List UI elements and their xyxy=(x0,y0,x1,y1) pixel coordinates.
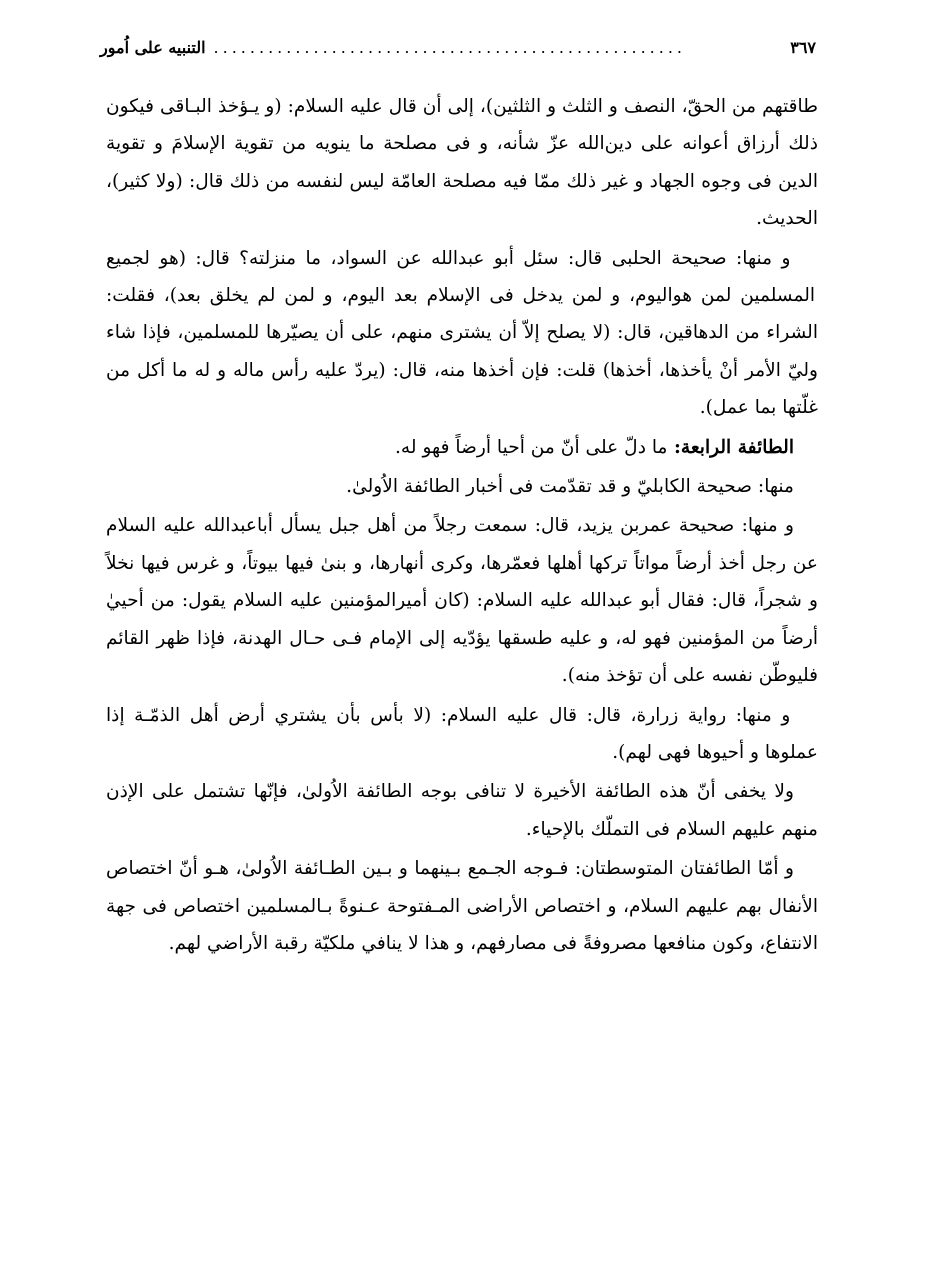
text-line: شاء وليّ الأمر أنْ يأخذها، أخذها) قلت: فإن أخذها منه، قال: (يردّ عليه رأس ماله و له ما xyxy=(106,322,819,381)
text-line: الإذن منهم عليهم السلام فى التملّك بالإحياء. xyxy=(106,781,818,840)
text-line: قال: (ولا كثير)، الحديث. xyxy=(106,170,818,230)
paragraph-3 xyxy=(106,429,818,466)
text-line: ما دلّ على أنّ من أحيا أرضاً فهو له. xyxy=(394,436,668,458)
page-number: ٣٦٧ xyxy=(790,38,816,57)
text-line: و أمّا الطائفتان المتوسطتان: فـوجه الجـمع بـينهما و بـين الطـائفة الاُولىٰ، هـو أنّ xyxy=(172,858,794,880)
text-line: منها: صحيحة الكابليّ و قد تقدّمت فى أخبار الطائفة الاُولىٰ. xyxy=(346,476,794,498)
paragraph-2 xyxy=(106,240,818,427)
body-text xyxy=(106,88,818,964)
text-line: رقبة الأراضي لهم. xyxy=(168,932,308,954)
text-line: و تقوية الدين فى وجوه الجهاد و غير ذلك ممّا فيه مصلحة العامّة ليس لنفسه من ذلك xyxy=(106,133,819,192)
text-line: أكل من غلّتها بما عمل). xyxy=(106,359,818,419)
paragraph-8 xyxy=(106,850,818,962)
text-line: الشراء من الدهاقين، قال: (لا يصلح إلاّ أن يشترى منهم، على أن يصيّرها للمسلمين، فإذا xyxy=(136,322,818,344)
text-line: السلام عن رجل أخذ أرضاً مواتاً تركها أهلها فعمّرها، وكرى أنهارها، و بنىٰ فيها بيوتاً، و xyxy=(106,515,819,574)
header-leader-dots: .................................................... xyxy=(213,38,687,57)
text-line: طاقتهم من الحقّ، النصف و الثلث و الثلثين)، إلى أن قال عليه السلام: (و يـؤخذ البـاقى xyxy=(154,96,818,117)
running-header xyxy=(100,38,816,68)
paragraph-4 xyxy=(106,468,818,505)
text-line: و منها: صحيحة الحلبى قال: سئل أبو عبدالله عن السواد، ما منزلته؟ قال: (هو لجميع xyxy=(106,247,791,269)
paragraph-6 xyxy=(106,697,818,772)
paragraph-5 xyxy=(106,507,818,694)
header-title: التنبيه على اُمور xyxy=(100,38,206,57)
section-heading: الطائفة الرابعة: xyxy=(667,436,794,458)
text-line: ولا يخفى أنّ هذه الطائفة الأخيرة لا تنافى بوجه الطائفة الاُولىٰ، فإنّها تشتمل على xyxy=(143,781,794,803)
paragraph-7 xyxy=(106,773,818,848)
paragraph-1 xyxy=(106,88,818,238)
text-line: الهدنة، فإذا ظهر القائم فليوطّن نفسه على أن تؤخذ منه). xyxy=(106,627,818,687)
text-line: فيكون ذلك أرزاق أعوانه على دين‌الله عزّ شأنه، و فى مصلحة ما ينويه من تقوية الإسلامَ xyxy=(106,96,818,155)
text-line: غرس فيها نخلاً و شجراً، قال: فقال أبو عبدالله عليه السلام: (كان أميرالمؤمنين عليه السلام xyxy=(106,552,818,612)
text-line: عملوها و أحيوها فهى لهم). xyxy=(612,741,818,763)
text-line: اختصاص الأنفال بهم عليهم السلام، و اختصاص الأراضى المـفتوحة عـنوةً بـالمسلمين xyxy=(106,858,818,917)
text-line: و منها: رواية زرارة، قال: قال عليه السلام: (لا بأس بأن يشتري أرض أهل الذمّـة إذا xyxy=(106,704,791,726)
text-line: المسلمين لمن هواليوم، و لمن يدخل فى الإسلام بعد اليوم، و لمن لم يخلق بعد)، فقلت: xyxy=(106,285,816,307)
text-line: و منها: صحيحة عمربن يزيد، قال: سمعت رجلاً من أهل جبل يسأل أباعبدالله عليه xyxy=(156,515,794,537)
text-line: يقول: من أحييٰ أرضاً من المؤمنين فهو له، و عليه طسقها يؤدّيه إلى الإمام فـى حـال xyxy=(106,590,819,649)
text-line: اختصاص فى جهة الانتفاع، وكون منافعها مصروفةً فى مصارفهم، و هذا لا ينافي ملكيّة xyxy=(106,895,818,954)
